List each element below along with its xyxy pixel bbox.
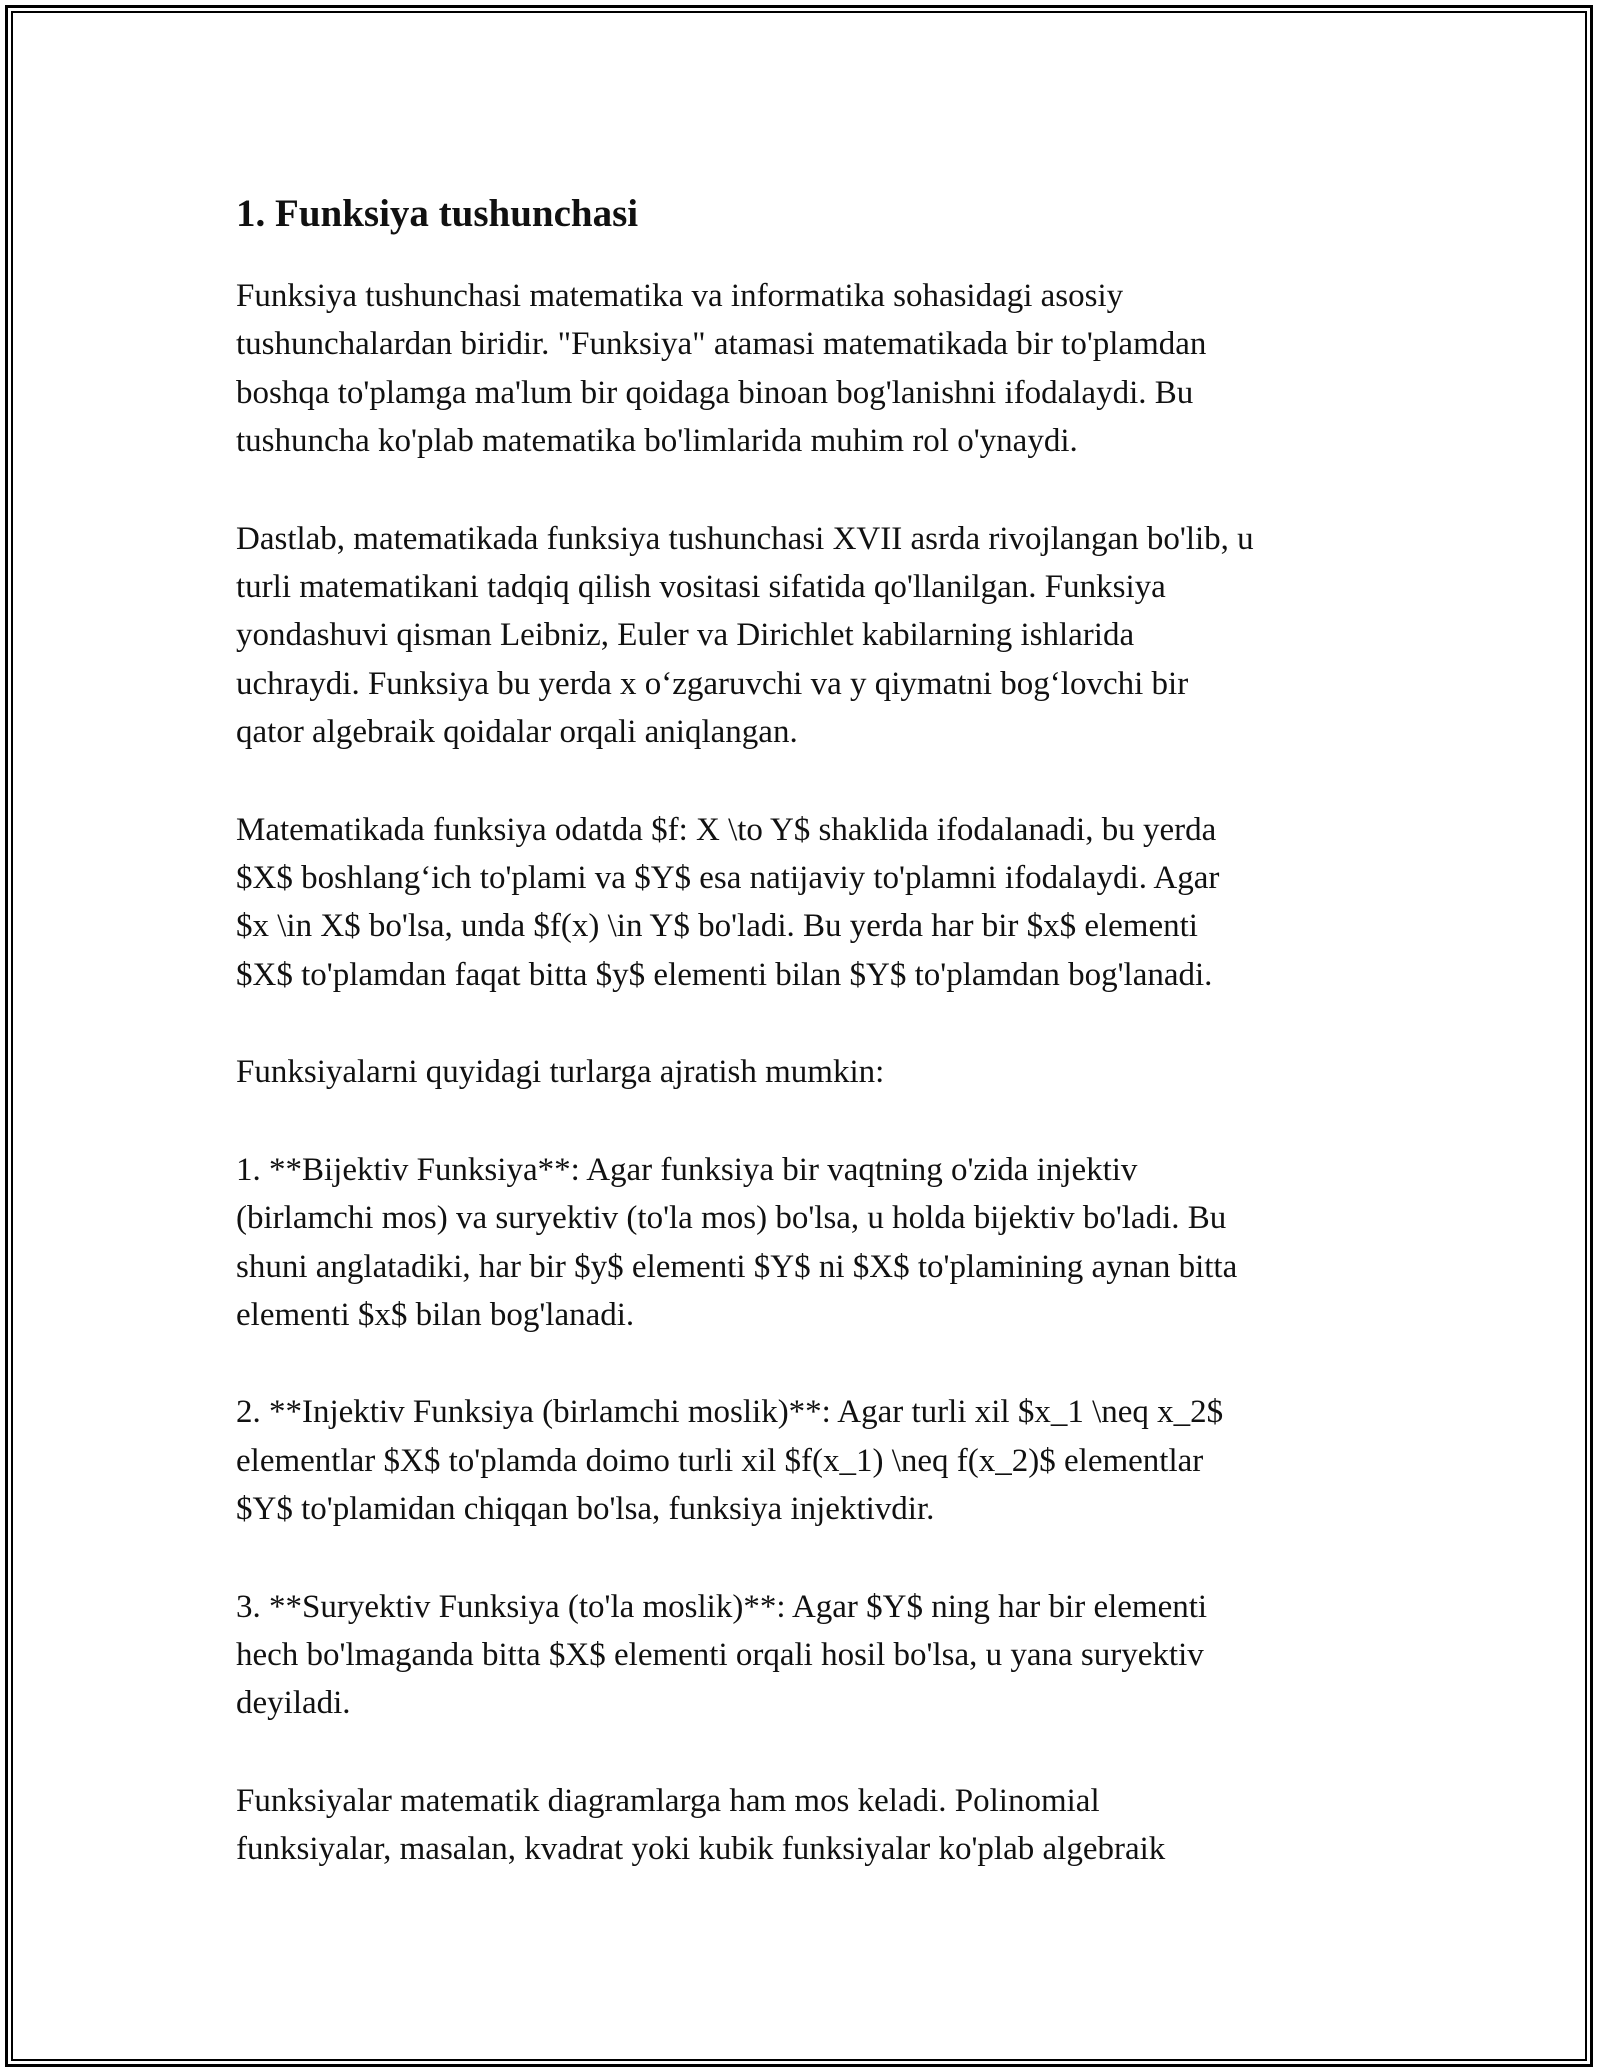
paragraph bbox=[236, 515, 1376, 757]
text-line: elementi $x$ bilan bog'lanadi. bbox=[236, 1296, 635, 1333]
text-line: shuni anglatadiki, har bir $y$ elementi $Y$ ni $X$ to'plamining aynan bitta bbox=[236, 1248, 1238, 1285]
text-line: $x \in X$ bo'lsa, unda $f(x) \in Y$ bo'ladi. Bu yerda har bir $x$ elementi bbox=[236, 908, 1198, 945]
text-line: boshqa to'plamga ma'lum bir qoidaga binoan bog'lanishni ifodalaydi. Bu bbox=[236, 374, 1194, 411]
text-line: uchraydi. Funksiya bu yerda x o‘zgaruvchi va y qiymatni bog‘lovchi bir bbox=[236, 665, 1189, 702]
text-line: turli matematikani tadqiq qilish vositasi sifatida qo'llanilgan. Funksiya bbox=[236, 569, 1166, 606]
paragraph bbox=[236, 806, 1376, 1000]
text-line: Matematikada funksiya odatda $f: X \to Y$ shaklida ifodalanadi, bu yerda bbox=[236, 811, 1217, 848]
paragraph bbox=[236, 272, 1376, 466]
paragraph bbox=[236, 1146, 1376, 1340]
text-line: Funksiya tushunchasi matematika va informatika sohasidagi asosiy bbox=[236, 278, 1124, 314]
document-body bbox=[236, 183, 1376, 1923]
text-line: 2. **Injektiv Funksiya (birlamchi moslik)**: Agar turli xil $x_1 \neq x_2$ bbox=[236, 1394, 1224, 1431]
paragraph bbox=[236, 1777, 1376, 1874]
text-line: 3. **Suryektiv Funksiya (to'la moslik)**: Agar $Y$ ning har bir elementi bbox=[236, 1588, 1208, 1625]
paragraph-list bbox=[236, 272, 1376, 1874]
text-line: elementlar $X$ to'plamda doimo turli xil $f(x_1) \neq f(x_2)$ elementlar bbox=[236, 1442, 1204, 1479]
paragraph bbox=[236, 1583, 1376, 1728]
text-line: (birlamchi mos) va suryektiv (to'la mos) bo'lsa, u holda bijektiv bo'ladi. Bu bbox=[236, 1200, 1227, 1237]
text-line: tushuncha ko'plab matematika bo'limlarida muhim rol o'ynaydi. bbox=[236, 423, 1078, 460]
text-line: funksiyalar, masalan, kvadrat yoki kubik funksiyalar ko'plab algebraik bbox=[236, 1831, 1166, 1868]
text-line: $X$ to'plamdan faqat bitta $y$ elementi bilan $Y$ to'plamdan bog'lanadi. bbox=[236, 956, 1213, 993]
text-line: Dastlab, matematikada funksiya tushunchasi XVII asrda rivojlangan bo'lib, u bbox=[236, 520, 1254, 557]
paragraph bbox=[236, 1048, 1376, 1096]
text-line: yondashuvi qisman Leibniz, Euler va Dirichlet kabilarning ishlarida bbox=[236, 617, 1135, 654]
text-line: Funksiyalar matematik diagramlarga ham mos keladi. Polinomial bbox=[236, 1782, 1100, 1819]
section-title: 1. Funksiya tushunchasi bbox=[236, 192, 639, 235]
text-line: qator algebraik qoidalar orqali aniqlangan. bbox=[236, 714, 798, 751]
paragraph bbox=[236, 1388, 1376, 1533]
text-line: hech bo'lmaganda bitta $X$ elementi orqali hosil bo'lsa, u yana suryektiv bbox=[236, 1636, 1204, 1673]
text-line: $X$ boshlang‘ich to'plami va $Y$ esa natijaviy to'plamni ifodalaydi. Agar bbox=[236, 860, 1220, 897]
text-line: deyiladi. bbox=[236, 1685, 351, 1722]
text-line: Funksiyalarni quyidagi turlarga ajratish mumkin: bbox=[236, 1054, 885, 1091]
text-line: tushunchalardan biridir. "Funksiya" atamasi matematikada bir to'plamdan bbox=[236, 326, 1207, 363]
text-line: 1. **Bijektiv Funksiya**: Agar funksiya bir vaqtning o'zida injektiv bbox=[236, 1151, 1138, 1188]
text-line: $Y$ to'plamidan chiqqan bo'lsa, funksiya injektivdir. bbox=[236, 1491, 935, 1528]
